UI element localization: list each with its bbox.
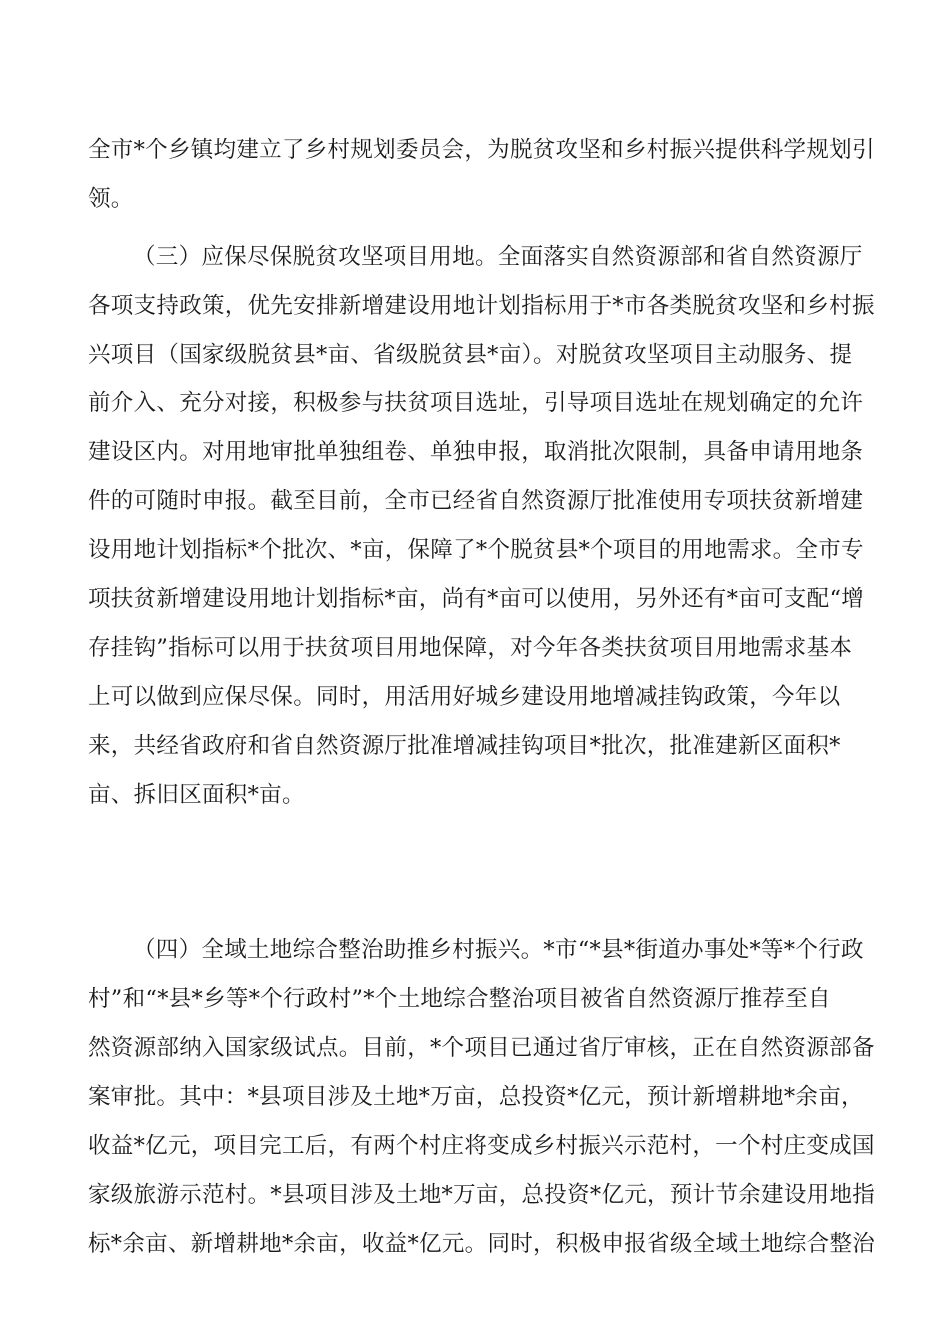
text-line: 件的可随时申报。截至目前，全市已经省自然资源厅批准使用专项扶贫新增建	[88, 488, 864, 515]
text-line: 全市*个乡镇均建立了乡村规划委员会，为脱贫攻坚和乡村振兴提供科学规划引	[88, 137, 875, 163]
text-line: 家级旅游示范村。*县项目涉及土地*万亩，总投资*亿元，预计节余建设用地指	[88, 1181, 876, 1208]
text-line: 标*余亩、新增耕地*余亩，收益*亿元。同时，积极申报省级全域土地综合整治	[88, 1230, 876, 1257]
text-line: 兴项目（国家级脱贫县*亩、省级脱贫县*亩）。对脱贫攻坚项目主动服务、提	[88, 341, 853, 368]
paragraph-heading-line: （四）全域土地综合整治助推乡村振兴。*市“*县*街道办事处*等*个行政	[133, 937, 864, 964]
document-body	[88, 126, 876, 1268]
text-line	[88, 868, 868, 917]
text-line	[88, 819, 868, 868]
text-line: 亩、拆旧区面积*亩。	[88, 781, 305, 808]
text-line: 前介入、充分对接，积极参与扶贫项目选址，引导项目选址在规划确定的允许	[88, 390, 864, 417]
text-line: 领。	[88, 185, 134, 212]
text-line: 建设区内。对用地审批单独组卷、单独申报，取消批次限制，具备申请用地条	[88, 439, 864, 466]
text-line: 设用地计划指标*个批次、*亩，保障了*个脱贫县*个项目的用地需求。全市专	[88, 537, 864, 564]
text-line: 然资源部纳入国家级试点。目前，*个项目已通过省厅审核，正在自然资源部备	[88, 1035, 875, 1062]
text-line: 各项支持政策，优先安排新增建设用地计划指标用于*市各类脱贫攻坚和乡村振	[88, 292, 875, 319]
text-line: 存挂钩”指标可以用于扶贫项目用地保障，对今年各类扶贫项目用地需求基本	[88, 634, 853, 661]
text-line: 收益*亿元，项目完工后，有两个村庄将变成乡村振兴示范村，一个村庄变成国	[88, 1132, 875, 1159]
text-line: 上可以做到应保尽保。同时，用活用好城乡建设用地增减挂钩政策，今年以	[88, 683, 841, 710]
text-line: 项扶贫新增建设用地计划指标*亩，尚有*亩可以使用，另外还有*亩可支配“增	[88, 586, 865, 613]
text-line: 案审批。其中：*县项目涉及土地*万亩，总投资*亿元，预计新增耕地*余亩，	[88, 1083, 864, 1110]
paragraph-heading-line: （三）应保尽保脱贫攻坚项目用地。全面落实自然资源部和省自然资源厅	[133, 243, 863, 270]
text-line: 来，共经省政府和省自然资源厅批准增减挂钩项目*批次，批准建新区面积*	[88, 732, 841, 759]
text-line: 村”和“*县*乡等*个行政村”*个土地综合整治项目被省自然资源厅推荐至自	[88, 986, 831, 1013]
